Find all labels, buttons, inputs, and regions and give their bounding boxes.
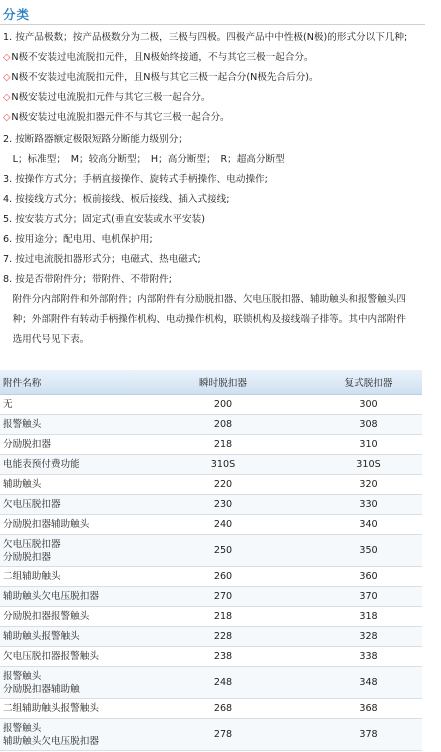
accessory-name-line: 报警触头 bbox=[3, 670, 42, 682]
accessory-name-cell bbox=[0, 395, 131, 415]
table-row bbox=[0, 535, 422, 567]
table-row bbox=[0, 567, 422, 587]
header-compound-trip: 复式脱扣器 bbox=[315, 370, 422, 395]
classification-line bbox=[3, 213, 205, 226]
accessory-name-cell bbox=[0, 667, 131, 699]
section-title: 分类 bbox=[3, 7, 31, 22]
classification-line-text: 4. 按接线方式分；板前接线、板后接线、插入式接线; bbox=[3, 194, 230, 205]
instant-trip-code-cell: 228 bbox=[131, 627, 315, 647]
accessory-name-cell bbox=[0, 567, 131, 587]
classification-line-text: L；标准型； M；较高分断型； H；高分断型； R；超高分断型 bbox=[3, 154, 285, 165]
instant-trip-code-cell: 268 bbox=[131, 699, 315, 719]
diamond-bullet-icon: ◇ bbox=[3, 52, 11, 63]
compound-trip-code-cell: 330 bbox=[315, 495, 422, 515]
compound-trip-code-cell: 360 bbox=[315, 567, 422, 587]
accessory-name-line: 无 bbox=[3, 399, 13, 410]
classification-line-text: 2. 按断路器额定极限短路分断能力级别分； bbox=[3, 134, 188, 145]
table-row bbox=[0, 607, 422, 627]
instant-trip-code-cell: 240 bbox=[131, 515, 315, 535]
classification-line-text: 7. 按过电流脱扣器形式分；电磁式、热电磁式; bbox=[3, 254, 201, 265]
table-row bbox=[0, 667, 422, 699]
accessory-name-cell bbox=[0, 475, 131, 495]
accessory-name-line: 分励脱扣器辅助触 bbox=[3, 683, 80, 695]
classification-line bbox=[3, 293, 406, 306]
table-row bbox=[0, 435, 422, 455]
table-row bbox=[0, 455, 422, 475]
classification-line-text: 6. 按用途分；配电用、电机保护用; bbox=[3, 234, 153, 245]
accessory-name-cell bbox=[0, 587, 131, 607]
compound-trip-code-cell: 338 bbox=[315, 647, 422, 667]
accessory-name-cell bbox=[0, 455, 131, 475]
compound-trip-code-cell: 378 bbox=[315, 719, 422, 751]
table-row bbox=[0, 395, 422, 415]
accessory-name-cell bbox=[0, 415, 131, 435]
compound-trip-code-cell: 320 bbox=[315, 475, 422, 495]
classification-line-text: N极不安装过电流脱扣元件，且N极与其它三极一起合分(N极先合后分)。 bbox=[11, 72, 319, 83]
instant-trip-code-cell: 218 bbox=[131, 607, 315, 627]
accessory-name-line: 辅助触头欠电压脱扣器 bbox=[3, 735, 99, 747]
compound-trip-code-cell: 310S bbox=[315, 455, 422, 475]
accessory-name-cell bbox=[0, 627, 131, 647]
classification-line bbox=[3, 313, 406, 326]
accessory-name-line: 分励脱扣器辅助触头 bbox=[3, 519, 90, 530]
accessory-name-cell bbox=[0, 699, 131, 719]
diamond-bullet-icon: ◇ bbox=[3, 112, 11, 123]
classification-line-text: 8. 按是否带附件分；带附件、不带附件; bbox=[3, 274, 172, 285]
classification-line bbox=[3, 253, 201, 266]
accessory-name-line: 辅助触头欠电压脱扣器 bbox=[3, 591, 99, 602]
compound-trip-code-cell: 308 bbox=[315, 415, 422, 435]
diamond-bullet-icon: ◇ bbox=[3, 92, 11, 103]
classification-line bbox=[3, 153, 285, 166]
header-instant-trip: 瞬时脱扣器 bbox=[131, 370, 315, 395]
classification-line bbox=[3, 233, 153, 246]
compound-trip-code-cell: 340 bbox=[315, 515, 422, 535]
accessory-name-line: 分励脱扣器 bbox=[3, 551, 51, 563]
classification-line bbox=[3, 273, 172, 286]
compound-trip-code-cell: 368 bbox=[315, 699, 422, 719]
section-header bbox=[0, 0, 425, 25]
accessory-name-line: 报警触头 bbox=[3, 722, 42, 734]
instant-trip-code-cell: 218 bbox=[131, 435, 315, 455]
accessory-name-cell bbox=[0, 435, 131, 455]
classification-line bbox=[3, 91, 210, 104]
accessory-name-cell bbox=[0, 719, 131, 751]
accessory-name-line: 分励脱扣器 bbox=[3, 439, 51, 450]
compound-trip-code-cell: 300 bbox=[315, 395, 422, 415]
table-row bbox=[0, 515, 422, 535]
compound-trip-code-cell: 350 bbox=[315, 535, 422, 567]
accessory-name-line: 欠电压脱扣器 bbox=[3, 499, 61, 510]
table-row bbox=[0, 699, 422, 719]
instant-trip-code-cell: 270 bbox=[131, 587, 315, 607]
classification-line bbox=[3, 71, 319, 84]
instant-trip-code-cell: 238 bbox=[131, 647, 315, 667]
compound-trip-code-cell: 310 bbox=[315, 435, 422, 455]
table-row bbox=[0, 587, 422, 607]
accessory-name-line: 报警触头 bbox=[3, 419, 42, 430]
classification-line bbox=[3, 133, 188, 146]
accessory-name-line: 二组辅助触头 bbox=[3, 571, 61, 582]
classification-line bbox=[3, 111, 230, 124]
accessory-code-table bbox=[0, 370, 422, 751]
accessory-name-cell bbox=[0, 607, 131, 627]
compound-trip-code-cell: 370 bbox=[315, 587, 422, 607]
classification-line-text: 附件分内部附件和外部附件；内部附件有分励脱扣器、欠电压脱扣器、辅助触头和报警触头四 bbox=[3, 294, 406, 305]
accessory-code-table-wrapper bbox=[0, 370, 422, 751]
accessory-name-line: 二组辅助触头报警触头 bbox=[3, 703, 99, 714]
accessory-name-cell bbox=[0, 515, 131, 535]
accessory-name-line: 欠电压脱扣器报警触头 bbox=[3, 651, 99, 662]
accessory-name-line: 电能表预付费功能 bbox=[3, 459, 80, 470]
accessory-name-cell bbox=[0, 535, 131, 567]
classification-line bbox=[3, 333, 89, 346]
table-row bbox=[0, 719, 422, 751]
instant-trip-code-cell: 278 bbox=[131, 719, 315, 751]
compound-trip-code-cell: 328 bbox=[315, 627, 422, 647]
classification-line-text: 5. 按安装方式分；固定式(垂直安装或水平安装) bbox=[3, 214, 205, 225]
accessory-name-line: 辅助触头 bbox=[3, 479, 42, 490]
classification-line-text: N极安装过电流脱扣元件与其它三极一起合分。 bbox=[11, 92, 211, 103]
instant-trip-code-cell: 200 bbox=[131, 395, 315, 415]
instant-trip-code-cell: 248 bbox=[131, 667, 315, 699]
table-row bbox=[0, 627, 422, 647]
accessory-name-cell bbox=[0, 647, 131, 667]
header-accessory-name: 附件名称 bbox=[0, 370, 131, 395]
compound-trip-code-cell: 348 bbox=[315, 667, 422, 699]
classification-line-text: N极不安装过电流脱扣元件，且N极始终接通，不与其它三极一起合分。 bbox=[11, 52, 314, 63]
table-header-row bbox=[0, 370, 422, 395]
instant-trip-code-cell: 310S bbox=[131, 455, 315, 475]
instant-trip-code-cell: 208 bbox=[131, 415, 315, 435]
table-row bbox=[0, 475, 422, 495]
classification-line bbox=[3, 193, 230, 206]
accessory-name-line: 分励脱扣器报警触头 bbox=[3, 611, 90, 622]
classification-line bbox=[3, 173, 268, 186]
instant-trip-code-cell: 260 bbox=[131, 567, 315, 587]
classification-line-text: 3. 按操作方式分；手柄直接操作、旋转式手柄操作、电动操作; bbox=[3, 174, 268, 185]
table-row bbox=[0, 495, 422, 515]
accessory-name-line: 欠电压脱扣器 bbox=[3, 538, 61, 550]
table-row bbox=[0, 415, 422, 435]
diamond-bullet-icon: ◇ bbox=[3, 72, 11, 83]
classification-line-text: 选用代号见下表。 bbox=[3, 334, 90, 345]
instant-trip-code-cell: 250 bbox=[131, 535, 315, 567]
classification-line-text: 1. 按产品极数；按产品极数分为二极，三极与四极。四极产品中中性极(N极)的形式分以下几种; bbox=[3, 32, 408, 43]
instant-trip-code-cell: 220 bbox=[131, 475, 315, 495]
table-row bbox=[0, 647, 422, 667]
classification-line bbox=[3, 51, 314, 64]
classification-line bbox=[3, 31, 407, 44]
accessory-name-line: 辅助触头报警触头 bbox=[3, 631, 80, 642]
classification-line-text: N极安装过电流脱扣器元件不与其它三极一起合分。 bbox=[11, 112, 230, 123]
instant-trip-code-cell: 230 bbox=[131, 495, 315, 515]
compound-trip-code-cell: 318 bbox=[315, 607, 422, 627]
classification-line-text: 种；外部附件有转动手柄操作机构、电动操作机构，联锁机构及接线端子排等。其中内部附件 bbox=[3, 314, 406, 325]
accessory-name-cell bbox=[0, 495, 131, 515]
